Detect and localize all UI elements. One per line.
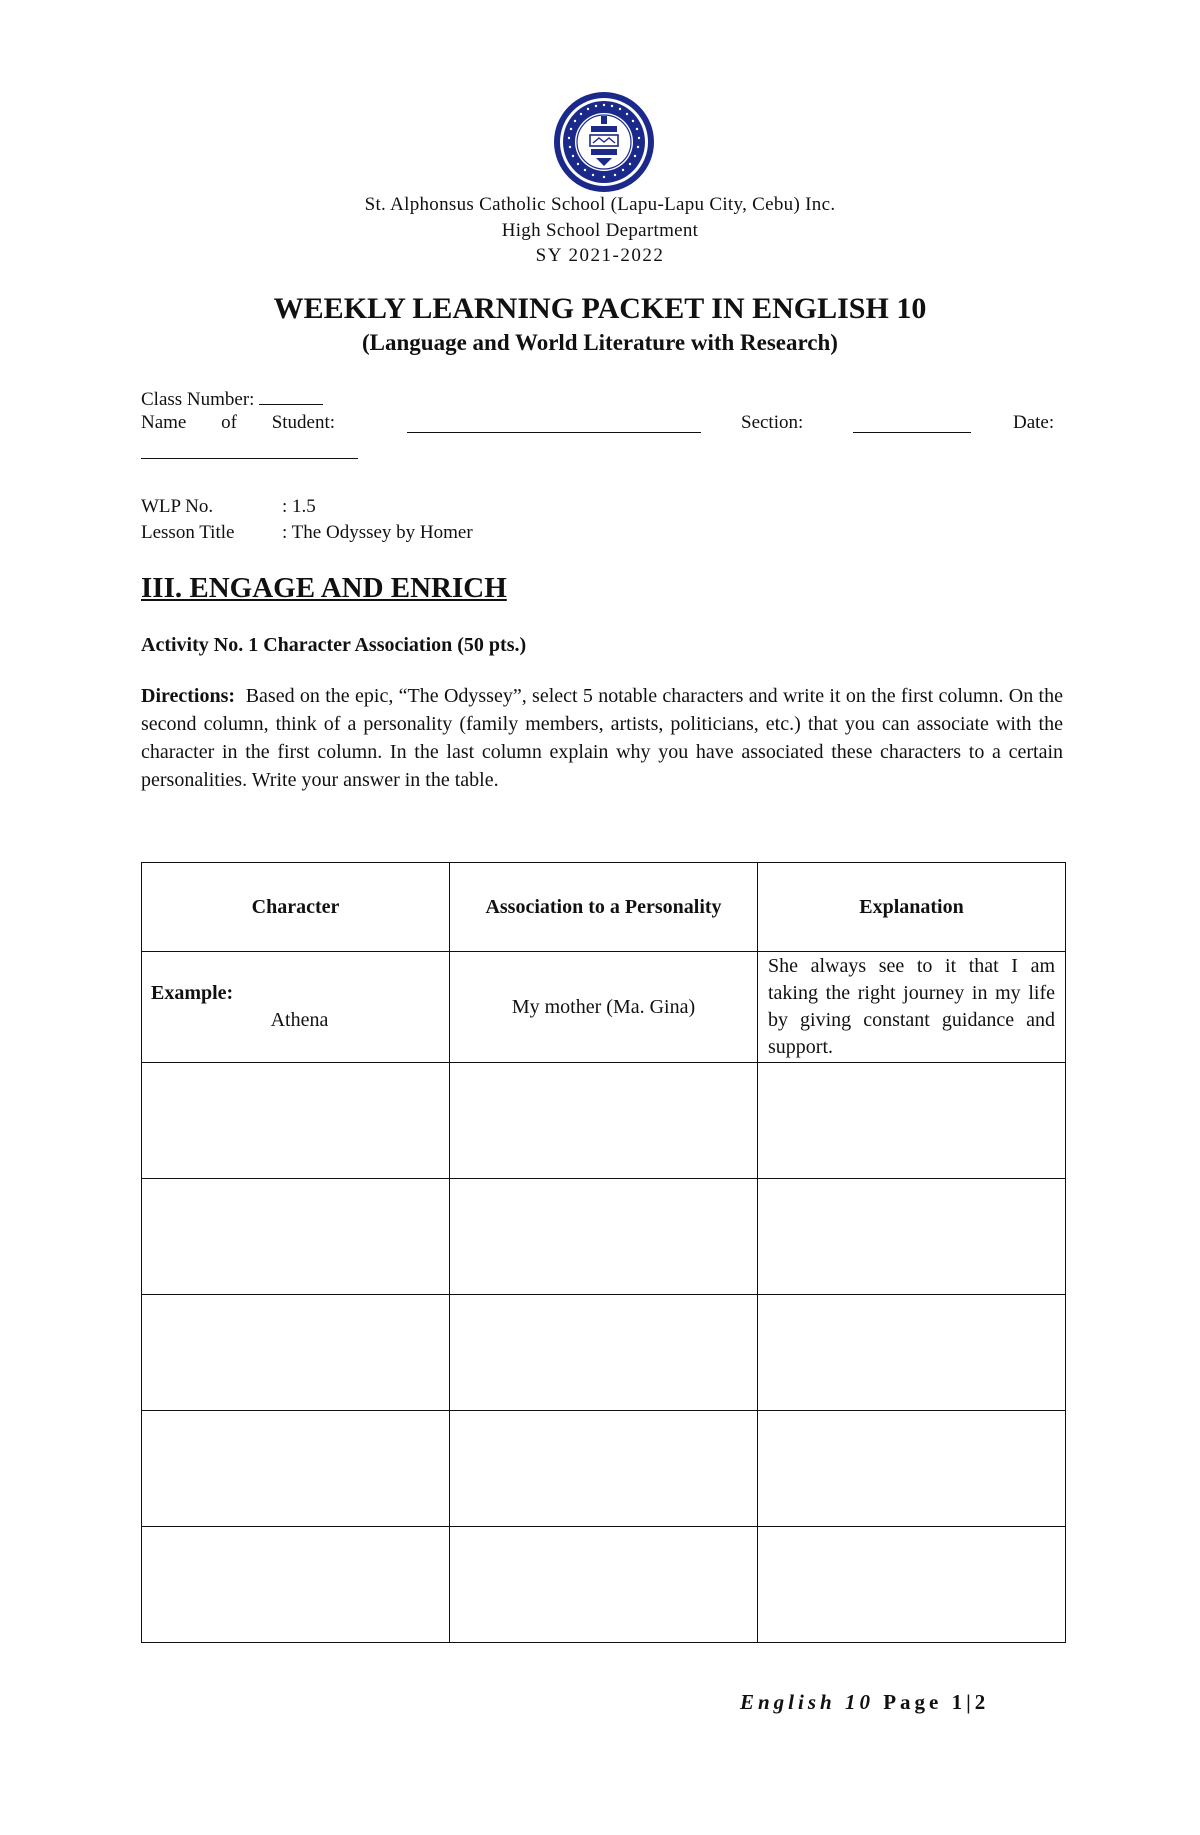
header-character: Character	[142, 863, 450, 952]
character-answer-cell[interactable]	[142, 1295, 450, 1411]
wlp-no-value: : 1.5	[282, 496, 316, 517]
table-row	[142, 1063, 1066, 1179]
section-label: Section:	[741, 412, 804, 433]
header-explanation: Explanation	[758, 863, 1066, 952]
table-row	[142, 1527, 1066, 1643]
directions-paragraph	[141, 682, 1063, 794]
explanation-answer-cell[interactable]	[758, 1527, 1066, 1643]
packet-subtitle: (Language and World Literature with Research)	[362, 330, 838, 355]
table-row	[142, 1179, 1066, 1295]
packet-title: WEEKLY LEARNING PACKET IN ENGLISH 10	[273, 292, 927, 325]
association-answer-cell[interactable]	[450, 1411, 758, 1527]
character-answer-cell[interactable]	[142, 1411, 450, 1527]
association-answer-cell[interactable]	[450, 1295, 758, 1411]
lesson-title-label: Lesson Title	[141, 522, 235, 543]
school-name: St. Alphonsus Catholic School (Lapu-Lapu City, Cebu) Inc.	[364, 194, 836, 215]
school-year: SY 2021-2022	[535, 245, 665, 266]
character-answer-cell[interactable]	[142, 1179, 450, 1295]
footer-course: English 10	[740, 1690, 874, 1714]
character-answer-cell[interactable]	[142, 1527, 450, 1643]
example-explanation: She always see to it that I am taking the right journey in my life by giving constant guidance and support.	[758, 952, 1066, 1063]
table-header-row	[142, 863, 1066, 952]
date-line[interactable]	[141, 440, 358, 459]
explanation-answer-cell[interactable]	[758, 1179, 1066, 1295]
school-seal-logo	[552, 90, 656, 194]
date-label: Date:	[1013, 412, 1055, 433]
section-line[interactable]	[853, 414, 971, 433]
header-association: Association to a Personality	[450, 863, 758, 952]
activity-title: Activity No. 1 Character Association (50 pts.)	[141, 634, 527, 656]
lesson-title-value: : The Odyssey by Homer	[282, 522, 473, 543]
name-of-student-line[interactable]	[407, 414, 701, 433]
school-department: High School Department	[501, 220, 699, 241]
explanation-answer-cell[interactable]	[758, 1411, 1066, 1527]
name-of-student-label: Name of Student:	[141, 412, 336, 433]
example-character-cell	[142, 952, 450, 1063]
class-number-label: Class Number:	[141, 389, 255, 410]
page-footer	[740, 1690, 989, 1715]
table-row	[142, 1411, 1066, 1527]
character-association-table	[141, 862, 1066, 1643]
explanation-answer-cell[interactable]	[758, 1063, 1066, 1179]
footer-page-number: Page 1|2	[883, 1690, 990, 1714]
section-heading: III. ENGAGE AND ENRICH	[141, 572, 507, 604]
wlp-no-label: WLP No.	[141, 496, 214, 517]
class-number-row	[141, 386, 323, 411]
directions-text: Based on the epic, “The Odyssey”, select 5 notable characters and write it on the first column. On the second column, think of a personality (family members, artists, politicians, etc.) that you can associate with the character in the first column. In the last column explain why you have associated these characters to a certain personalities. Write your answer in the table.	[141, 685, 1063, 791]
example-character: Athena	[270, 1009, 329, 1031]
explanation-answer-cell[interactable]	[758, 1295, 1066, 1411]
example-association: My mother (Ma. Gina)	[450, 952, 758, 1063]
directions-label: Directions:	[141, 685, 236, 707]
association-answer-cell[interactable]	[450, 1527, 758, 1643]
class-number-line[interactable]	[259, 386, 323, 405]
example-label: Example:	[151, 982, 234, 1004]
table-row	[142, 1295, 1066, 1411]
association-answer-cell[interactable]	[450, 1179, 758, 1295]
table-row-example	[142, 952, 1066, 1063]
character-answer-cell[interactable]	[142, 1063, 450, 1179]
association-answer-cell[interactable]	[450, 1063, 758, 1179]
